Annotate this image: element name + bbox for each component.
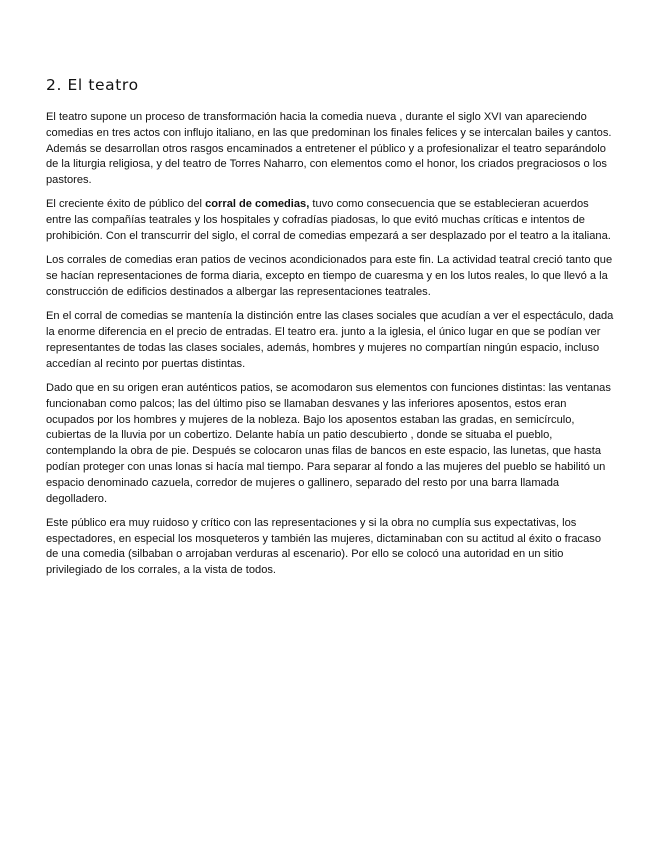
paragraph-intro: El teatro supone un proceso de transformación hacia la comedia nueva , durante el siglo XVI van apareciendo comedias en tres actos con influjo italiano, en las que predominan los finales felices y se intercalan bailes y cantos. Además se desarrollan otros rasgos encaminados a entretener el público y a profesionalizar el teatro separándolo de la liturgia religiosa, y del teatro de Torres Naharro, con elementos como el honor, los criados pregraciosos o los pastores. bbox=[46, 111, 612, 187]
section-heading: 2. El teatro bbox=[46, 76, 139, 94]
paragraph-corral-success bbox=[46, 197, 616, 244]
paragraph-social-classes: En el corral de comedias se mantenía la distinción entre las clases sociales que acudían a ver el espectáculo, dada la enorme diferencia en el precio de entradas. El teatro era. junto a la iglesia, el único lugar en que se podían ver representantes de todas las clases sociales, además, hombres y mujeres no compartían ningún espacio, incluso accedían al recinto por puertas distintas. bbox=[46, 310, 614, 370]
bold-term-corral: corral de comedias, bbox=[205, 198, 310, 211]
paragraph-corral-success-end: tuvo como consecuencia que se establecieran acuerdos entre las compañías teatrales y los hospitales y cofradías piadosas, lo que evitó muchas críticas e intentos de prohibición. Con el transcurrir del siglo, el corral de comedias empezará a ser desplazado por el teatro a la italiana. bbox=[46, 198, 611, 243]
paragraph-corral-success-start: El creciente éxito de público del bbox=[46, 198, 206, 211]
paragraph-audience: Este público era muy ruidoso y crítico con las representaciones y si la obra no cumplía sus expectativas, los espectadores, en especial los mosqueteros y también las mujeres, dictaminaban con su actitud al éxito o fracaso de una comedia (silbaban o arrojaban verduras al escenario). Por ello se colocó una autoridad en un sitio privilegiado de los corrales, a la vista de todos. bbox=[46, 516, 601, 577]
document-body bbox=[46, 110, 616, 588]
paragraph-corrales-patios: Los corrales de comedias eran patios de vecinos acondicionados para este fin. La actividad teatral creció tanto que se hacían representaciones de forma diaria, excepto en tiempo de cuaresma y en los lutos reales, lo que llevó a la construcción de edificios destinados a albergar las representaciones teatrales. bbox=[46, 254, 613, 298]
paragraph-corral-elements: Dado que en su origen eran auténticos patios, se acomodaron sus elementos con funciones distintas: las ventanas funcionaban como palcos; las del último piso se llamaban desvanes y las inferiores aposentos, estos eran ocupados por los hombres y mujeres de la nobleza. Bajo los aposentos estaban las gradas, en semicírculo, cubiertas de la lluvia por un cobertizo. Delante había un patio descubierto , donde se situaba el pueblo, contemplando la obra de pie. Después se colocaron unas filas de bancos en este espacio, las lunetas, que hasta podían proteger con unas lonas si hacía mal tiempo. Para separar al fondo a las mujeres del pueblo se habilitó un espacio denominado cazuela, corredor de mujeres o gallinero, separado del resto por una barra llamada degolladero. bbox=[46, 381, 611, 505]
